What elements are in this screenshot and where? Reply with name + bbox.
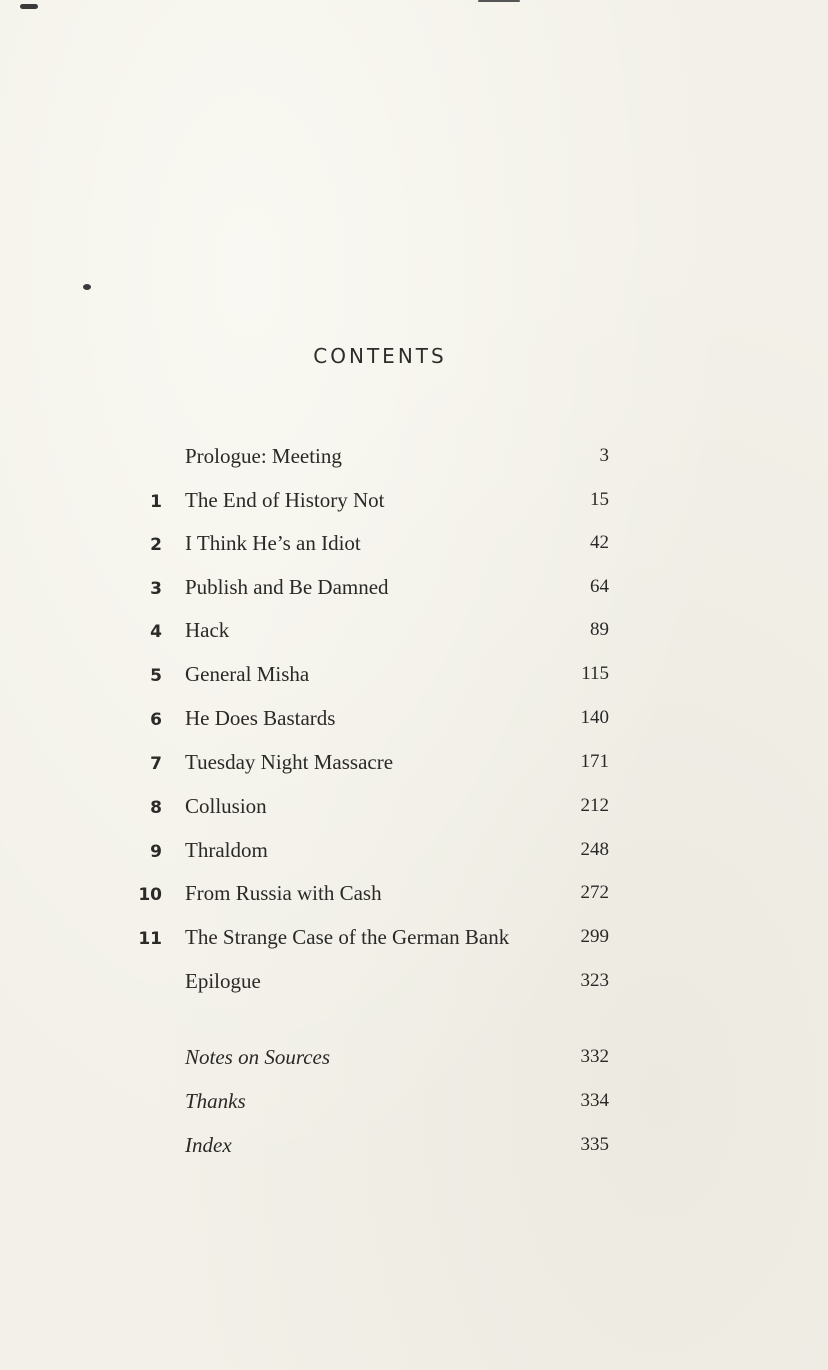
chapter-title: He Does Bastards <box>185 706 336 730</box>
toc-entry <box>0 838 828 868</box>
page-number: 42 <box>590 532 609 553</box>
chapter-number: 6 <box>150 710 162 730</box>
page-title: CONTENTS <box>313 344 447 368</box>
page-number: 64 <box>590 576 609 597</box>
toc-entry <box>0 794 828 824</box>
chapter-title: The Strange Case of the German Bank <box>185 925 510 949</box>
chapter-number: 8 <box>150 798 162 818</box>
page-number: 15 <box>590 489 609 510</box>
chapter-title: Tuesday Night Massacre <box>185 750 394 774</box>
back-matter-entry <box>0 1133 828 1163</box>
page-number: 89 <box>590 619 609 640</box>
chapter-number: 11 <box>138 929 162 949</box>
chapter-number: 2 <box>150 535 162 555</box>
chapter-title: Prologue: Meeting <box>185 444 342 468</box>
chapter-title: Thraldom <box>185 838 268 862</box>
page-number: 272 <box>580 882 609 903</box>
page-number: 140 <box>580 707 609 728</box>
page-number: 299 <box>580 926 609 947</box>
chapter-number: 4 <box>150 622 162 642</box>
toc-entry <box>0 706 828 736</box>
toc-entry <box>0 925 828 955</box>
toc-entry <box>0 531 828 561</box>
toc-entry <box>0 662 828 692</box>
chapter-title: From Russia with Cash <box>185 881 382 905</box>
page-speck <box>83 284 91 290</box>
chapter-title: Collusion <box>185 794 267 818</box>
page-number: 3 <box>599 445 609 466</box>
chapter-number: 3 <box>150 579 162 599</box>
chapter-number: 1 <box>150 492 162 512</box>
page-speck <box>478 0 520 2</box>
page-number: 115 <box>581 663 609 684</box>
back-matter-title: Thanks <box>185 1089 246 1113</box>
chapter-number: 9 <box>150 842 162 862</box>
back-matter-title: Index <box>185 1133 232 1157</box>
toc-entry <box>0 618 828 648</box>
toc-entry <box>0 750 828 780</box>
chapter-title: Publish and Be Damned <box>185 575 389 599</box>
page-number: 212 <box>580 795 609 816</box>
chapter-number: 7 <box>150 754 162 774</box>
page-number: 334 <box>580 1090 609 1111</box>
chapter-title: I Think He’s an Idiot <box>185 531 361 555</box>
toc-entry <box>0 881 828 911</box>
toc-entry <box>0 444 828 474</box>
chapter-title: General Misha <box>185 662 310 686</box>
page-number: 171 <box>580 751 609 772</box>
back-matter-title: Notes on Sources <box>185 1045 331 1069</box>
toc-entry <box>0 488 828 518</box>
page-number: 332 <box>580 1046 609 1067</box>
back-matter-entry <box>0 1045 828 1075</box>
page-number: 323 <box>580 970 609 991</box>
page-speck <box>20 4 38 9</box>
chapter-number: 5 <box>150 666 162 686</box>
chapter-title: Hack <box>185 618 230 642</box>
toc-entry <box>0 969 828 999</box>
chapter-title: The End of History Not <box>185 488 385 512</box>
back-matter-entry <box>0 1089 828 1119</box>
chapter-title: Epilogue <box>185 969 261 993</box>
page-number: 248 <box>580 839 609 860</box>
page-number: 335 <box>580 1134 609 1155</box>
toc-entry <box>0 575 828 605</box>
chapter-number: 10 <box>138 885 162 905</box>
